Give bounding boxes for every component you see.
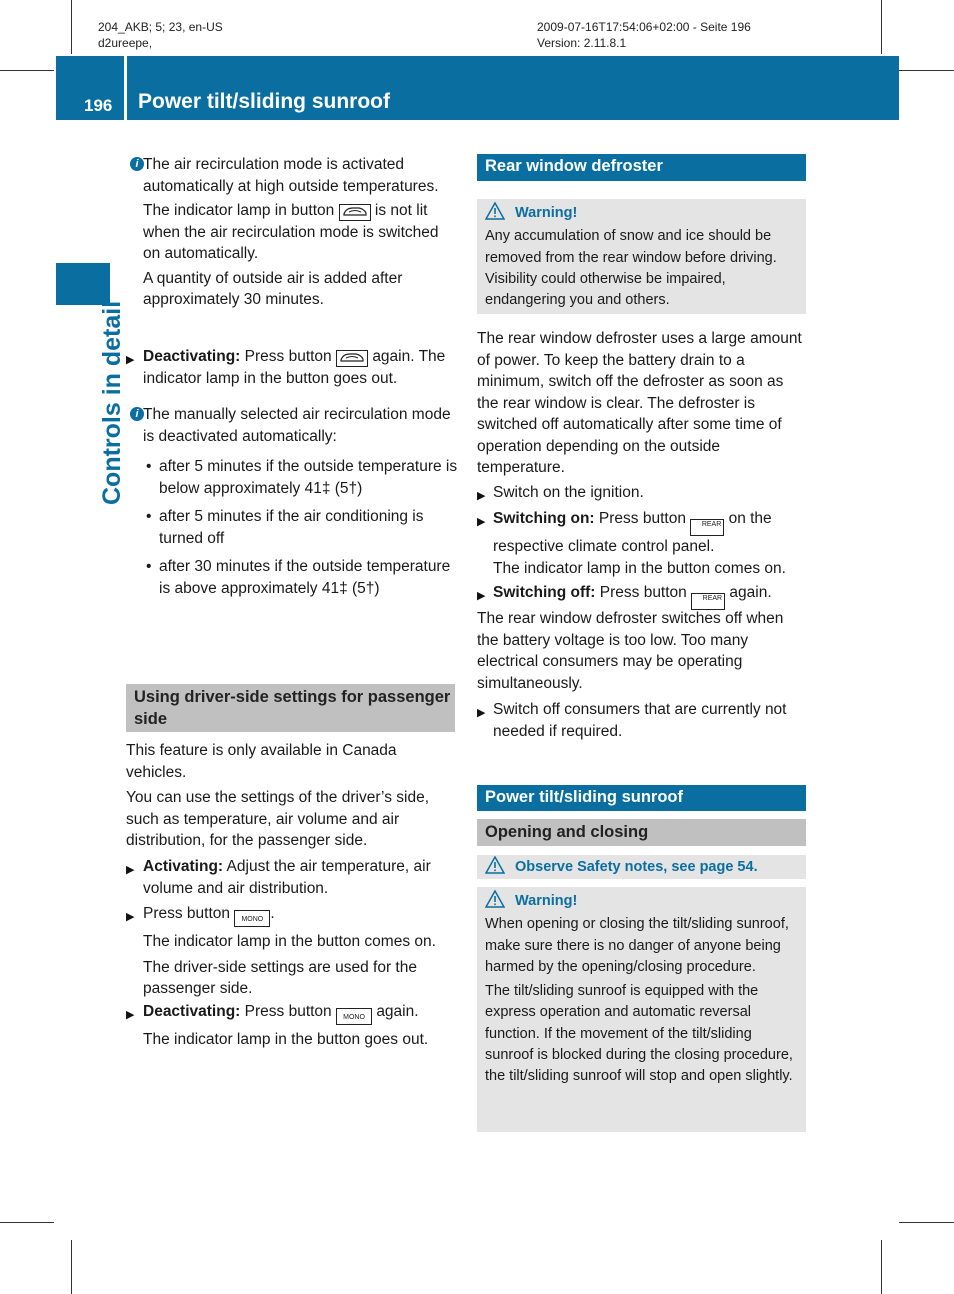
crop-mark xyxy=(881,0,882,54)
warning-triangle-icon xyxy=(485,202,505,220)
warning-text: When opening or closing the tilt/sliding sunroof, make sure there is no danger of anyone being harmed by the opening/closing procedure. xyxy=(485,916,789,975)
text: Press button xyxy=(143,905,231,922)
chapter-tab xyxy=(56,263,110,305)
text: Press button xyxy=(244,1003,332,1020)
print-meta-left xyxy=(98,19,223,51)
mono-button-icon: MONO xyxy=(234,910,270,927)
air-recirculation-icon xyxy=(339,204,371,221)
rear-label: REAR xyxy=(701,521,722,528)
crop-mark xyxy=(899,1222,954,1223)
instruction-step xyxy=(493,582,807,610)
arrow-icon: ▶ xyxy=(477,490,486,502)
text: . xyxy=(270,905,275,922)
crop-mark xyxy=(0,70,54,71)
arrow-icon: ▶ xyxy=(126,1009,135,1021)
list-item-text: after 5 minutes if the outside temperature is below approximately 41‡ (5†) xyxy=(159,458,458,497)
arrow-icon: ▶ xyxy=(126,864,135,876)
warning-box xyxy=(477,199,806,314)
warning-triangle-icon xyxy=(485,856,505,874)
page-title: Power tilt/sliding sunroof xyxy=(138,90,390,113)
info-icon: i xyxy=(130,157,144,171)
text: Press button xyxy=(244,348,332,365)
info-paragraph: The air recirculation mode is activated automatically at high outside temperatures. xyxy=(143,156,439,195)
paragraph: The rear window defroster uses a large amount of power. To keep the battery drain to a minimum, switch off the defroster as soon as the rear window is clear. The defroster is switched off automatically after some time of operation depending on the outside temperature. xyxy=(477,330,802,476)
crop-mark xyxy=(899,70,954,71)
instruction-step: Switch on the ignition. xyxy=(493,484,644,501)
paragraph: This feature is only available in Canada vehicles. xyxy=(126,742,397,781)
warning-header xyxy=(485,202,798,224)
arrow-icon: ▶ xyxy=(477,590,486,602)
text: again. xyxy=(729,584,772,601)
warning-title: Warning! xyxy=(515,893,578,909)
list-item-text: after 30 minutes if the outside temperature is above approximately 41‡ (5†) xyxy=(159,558,451,597)
instruction-step xyxy=(143,346,458,389)
meta-line: Version: 2.11.8.1 xyxy=(537,36,627,50)
list-item-text: after 5 minutes if the air conditioning is turned off xyxy=(159,508,424,547)
instruction-step xyxy=(143,903,458,927)
air-recirculation-icon xyxy=(336,350,368,367)
paragraph: The driver-side settings are used for the passenger side. xyxy=(143,958,417,997)
section-heading: Rear window defroster xyxy=(477,154,806,181)
crop-mark xyxy=(71,1240,72,1294)
instruction-step xyxy=(493,508,807,558)
paragraph: The indicator lamp in the button comes on. xyxy=(493,559,786,577)
crop-mark xyxy=(0,1222,54,1223)
meta-line: d2ureepe, xyxy=(98,36,153,50)
crop-mark xyxy=(71,0,72,54)
list-item: • after 5 minutes if the air conditioning is turned off xyxy=(146,508,424,547)
meta-line: 2009-07-16T17:54:06+02:00 - Seite 196 xyxy=(537,20,751,34)
info-icon: i xyxy=(130,407,144,421)
list-item: • after 5 minutes if the outside temperature is below approximately 41‡ (5†) xyxy=(146,458,458,497)
bullet-list xyxy=(146,456,458,599)
paragraph: You can use the settings of the driver’s side, such as temperature, air volume and air distribution, for the passenger side. xyxy=(126,789,430,849)
step-label: Activating: xyxy=(143,858,224,875)
warning-text: The tilt/sliding sunroof is equipped with the express operation and automatic reversal function. If the movement of the tilt/sliding sunroof is blocked during the closing procedure, the tilt/sliding sunroof will stop and open slightly. xyxy=(485,983,793,1085)
text: again. The indicator lamp in the button goes out. xyxy=(143,348,446,387)
paragraph: The rear window defroster switches off when the battery voltage is too low. Too many electrical consumers may be operating simultaneously. xyxy=(477,610,784,692)
rear-label: REAR xyxy=(702,595,723,602)
text: Press button xyxy=(599,584,687,601)
paragraph: The indicator lamp in the button goes out. xyxy=(143,1031,429,1048)
warning-title: Warning! xyxy=(515,205,578,221)
info-paragraph xyxy=(143,200,458,265)
instruction-step: Switch off consumers that are currently not needed if required. xyxy=(493,701,787,740)
list-item: • after 30 minutes if the outside temperature is above approximately 41‡ (5†) xyxy=(146,558,451,597)
mono-button-icon: MONO xyxy=(336,1008,372,1025)
instruction-step xyxy=(143,856,458,899)
text: on the respective climate control panel. xyxy=(493,510,772,555)
text: is not lit when the air recirculation mode is switched on automatically. xyxy=(143,202,439,262)
arrow-icon: ▶ xyxy=(126,911,135,923)
safety-note-box xyxy=(477,855,806,879)
page-number: 196 xyxy=(84,96,113,115)
step-label: Deactivating: xyxy=(143,1003,241,1020)
step-label: Switching on: xyxy=(493,510,595,527)
section-heading: Power tilt/sliding sunroof xyxy=(477,785,806,811)
text: Press button xyxy=(598,510,686,527)
print-meta-right xyxy=(537,19,751,51)
text: The indicator lamp in button xyxy=(143,202,335,219)
rear-defroster-icon xyxy=(690,519,724,536)
warning-header xyxy=(485,890,798,912)
crop-mark xyxy=(881,1240,882,1294)
arrow-icon: ▶ xyxy=(126,354,135,366)
text: Adjust the air temperature, air volume and air distribution. xyxy=(143,858,431,897)
arrow-icon: ▶ xyxy=(477,516,486,528)
safety-note-link[interactable]: Observe Safety notes, see page 54. xyxy=(515,859,758,875)
step-label: Switching off: xyxy=(493,584,596,601)
warning-box xyxy=(477,887,806,1132)
paragraph: The indicator lamp in the button comes on. xyxy=(143,933,436,950)
subsection-heading: Opening and closing xyxy=(477,819,806,846)
chapter-label: Controls in detail xyxy=(98,300,126,505)
warning-text: Any accumulation of snow and ice should be removed from the rear window before driving. Visibility could otherwise be impaired, endangering you and others. xyxy=(485,228,777,309)
instruction-step xyxy=(143,1001,458,1025)
header-divider xyxy=(124,56,127,120)
arrow-icon: ▶ xyxy=(477,707,486,719)
meta-line: 204_AKB; 5; 23, en-US xyxy=(98,20,223,34)
step-label: Deactivating: xyxy=(143,348,241,365)
section-heading: Using driver-side settings for passenger side xyxy=(126,684,455,732)
text: again. xyxy=(376,1003,419,1020)
warning-triangle-icon xyxy=(485,890,505,908)
info-paragraph: A quantity of outside air is added after approximately 30 minutes. xyxy=(143,269,403,308)
info-paragraph: The manually selected air recirculation mode is deactivated automatically: xyxy=(143,406,451,445)
